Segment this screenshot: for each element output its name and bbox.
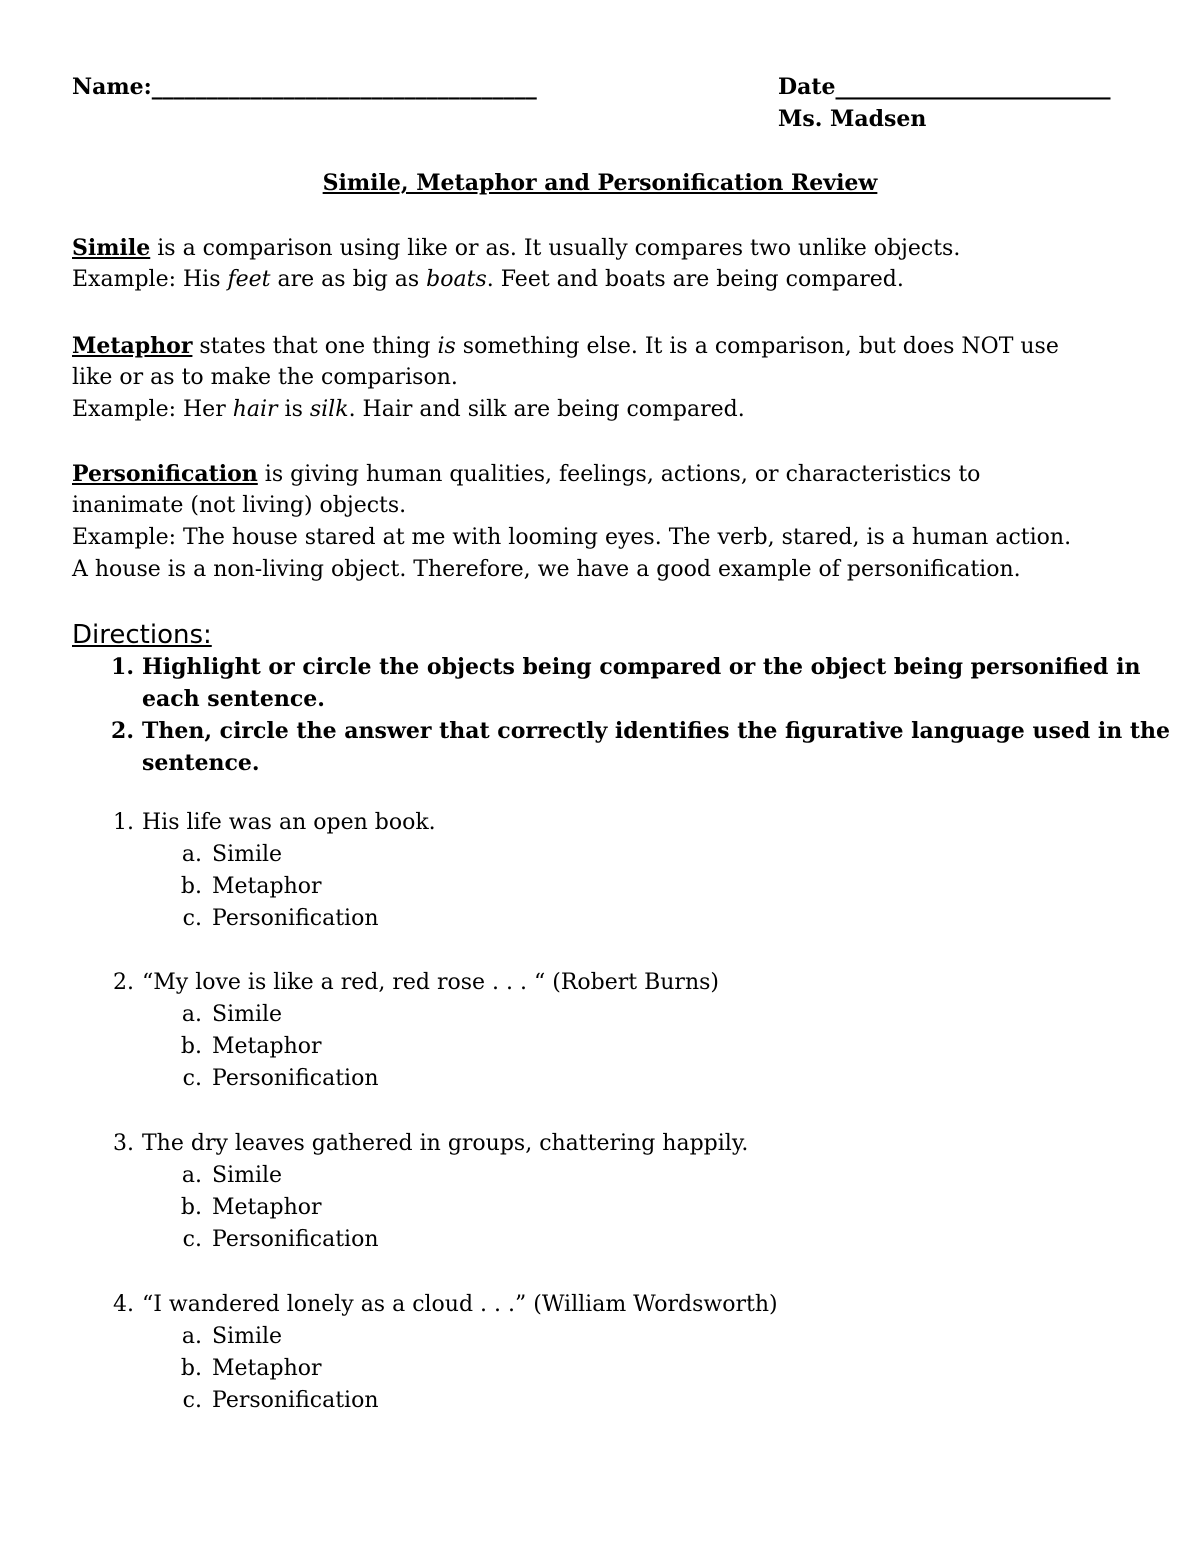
answer-option-letter: b. bbox=[180, 1356, 202, 1381]
answer-option-letter: b. bbox=[180, 1034, 202, 1059]
answer-option-label: Personification bbox=[212, 906, 379, 931]
answer-option-letter: c. bbox=[182, 906, 202, 931]
question-number: 1. bbox=[113, 810, 134, 835]
direction-step-text-line-2: each sentence. bbox=[142, 686, 325, 712]
metaphor-example-suffix: . Hair and silk are being compared. bbox=[348, 397, 745, 422]
personification-term: Personification bbox=[72, 461, 258, 487]
teacher-name: Ms. Madsen bbox=[778, 106, 927, 132]
answer-option-letter: a. bbox=[181, 842, 202, 867]
personification-def-text-1: is giving human qualities, feelings, actions, or characteristics to bbox=[257, 462, 981, 487]
directions-heading: Directions: bbox=[72, 620, 212, 650]
simile-example-mid: are as big as bbox=[270, 267, 427, 292]
answer-option-label: Simile bbox=[212, 1324, 283, 1349]
direction-step-text: Highlight or circle the objects being compared or the object being personified in bbox=[142, 654, 1141, 680]
simile-example bbox=[72, 264, 904, 296]
metaphor-example bbox=[72, 394, 745, 426]
answer-option-letter: a. bbox=[181, 1163, 202, 1188]
metaphor-definition-line-2: like or as to make the comparison. bbox=[72, 365, 458, 390]
answer-option-letter: a. bbox=[181, 1324, 202, 1349]
metaphor-example-prefix: Example: Her bbox=[72, 397, 233, 422]
direction-step-text-line-2: sentence. bbox=[142, 750, 260, 776]
personification-definition-line-2: inanimate (not living) objects. bbox=[72, 493, 407, 518]
direction-step-text: Then, circle the answer that correctly identifies the figurative language used in the bbox=[142, 718, 1171, 744]
answer-option-label: Metaphor bbox=[212, 1356, 322, 1381]
direction-step-number: 1. bbox=[111, 654, 134, 680]
answer-option-label: Metaphor bbox=[212, 874, 322, 899]
answer-option-label: Metaphor bbox=[212, 1034, 322, 1059]
answer-option-label: Metaphor bbox=[212, 1195, 322, 1220]
answer-option-label: Simile bbox=[212, 842, 283, 867]
simile-term: Simile bbox=[72, 235, 151, 261]
personification-definition bbox=[72, 458, 980, 491]
name-field-label: Name:___________________________________ bbox=[72, 74, 537, 100]
answer-option-label: Simile bbox=[212, 1163, 283, 1188]
question-text: “I wandered lonely as a cloud . . .” (William Wordsworth) bbox=[142, 1292, 778, 1317]
direction-step-number: 2. bbox=[111, 718, 134, 744]
metaphor-term: Metaphor bbox=[72, 333, 193, 359]
answer-option-label: Personification bbox=[212, 1066, 379, 1091]
question-text: “My love is like a red, red rose . . . “ (Robert Burns) bbox=[142, 970, 719, 995]
answer-option-letter: a. bbox=[181, 1002, 202, 1027]
personification-example-line-2: A house is a non-living object. Therefore, we have a good example of personification. bbox=[72, 557, 1021, 582]
question-text: The dry leaves gathered in groups, chattering happily. bbox=[142, 1131, 749, 1156]
simile-definition bbox=[72, 232, 960, 265]
answer-option-letter: b. bbox=[180, 1195, 202, 1220]
personification-example-line-1: Example: The house stared at me with looming eyes. The verb, stared, is a human action. bbox=[72, 525, 1072, 550]
answer-option-label: Simile bbox=[212, 1002, 283, 1027]
metaphor-example-word-silk: silk bbox=[309, 397, 349, 422]
answer-option-letter: b. bbox=[180, 874, 202, 899]
page-title: Simile, Metaphor and Personification Review bbox=[322, 170, 878, 196]
question-number: 4. bbox=[113, 1292, 134, 1317]
metaphor-def-text-2: something else. It is a comparison, but does NOT use bbox=[455, 334, 1059, 359]
metaphor-def-word-is: is bbox=[437, 334, 456, 359]
answer-option-letter: c. bbox=[182, 1227, 202, 1252]
answer-option-letter: c. bbox=[182, 1066, 202, 1091]
metaphor-def-text-1: states that one thing bbox=[192, 334, 438, 359]
simile-example-prefix: Example: His bbox=[72, 267, 228, 292]
metaphor-example-word-hair: hair bbox=[232, 397, 278, 422]
simile-example-suffix: . Feet and boats are being compared. bbox=[486, 267, 904, 292]
date-field-label: Date_________________________ bbox=[778, 74, 1111, 100]
metaphor-example-mid: is bbox=[277, 397, 310, 422]
answer-option-letter: c. bbox=[182, 1388, 202, 1413]
question-number: 2. bbox=[113, 970, 134, 995]
question-number: 3. bbox=[113, 1131, 134, 1156]
simile-def-text: is a comparison using like or as. It usually compares two unlike objects. bbox=[150, 236, 961, 261]
answer-option-label: Personification bbox=[212, 1227, 379, 1252]
answer-option-label: Personification bbox=[212, 1388, 379, 1413]
simile-example-word-feet: feet bbox=[227, 267, 271, 292]
question-text: His life was an open book. bbox=[142, 810, 436, 835]
metaphor-definition bbox=[72, 330, 1059, 363]
simile-example-word-boats: boats bbox=[426, 267, 487, 292]
